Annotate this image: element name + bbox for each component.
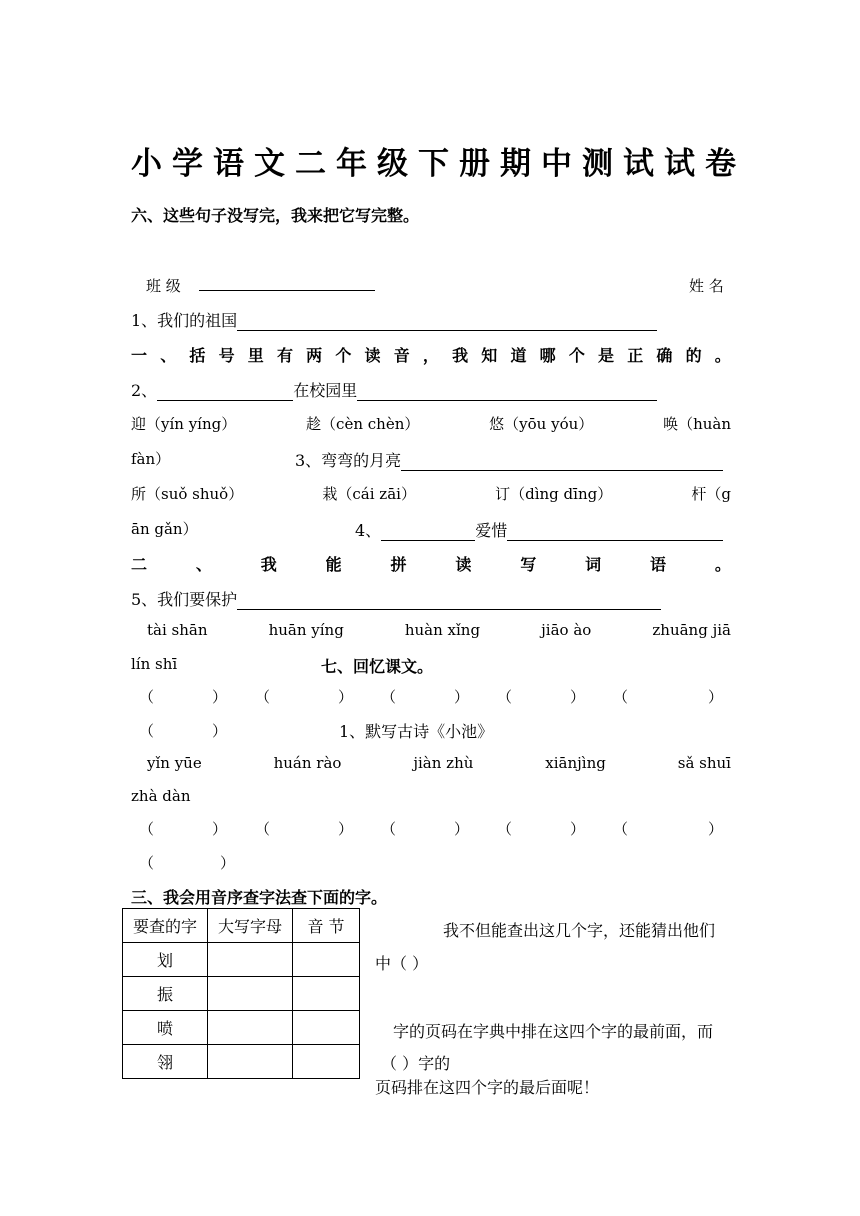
sentence-2 [131, 378, 657, 401]
section1-char: 我 [452, 346, 469, 365]
answer-paren[interactable]: （ ） [139, 722, 228, 740]
sentence-1-text: 1、我们的祖国 [131, 311, 238, 330]
section1-char: 确 [656, 346, 673, 365]
section1-char: 正 [627, 346, 644, 365]
class-label: 班 级 [146, 277, 181, 295]
sentence-5 [131, 587, 661, 610]
answer-row-2 [139, 818, 723, 839]
pinyin-row-a [147, 621, 731, 639]
table-char: 划 [123, 943, 208, 977]
name-label: 姓 名 [689, 277, 724, 295]
section2-char: 能 [325, 555, 342, 574]
section1-char: 一 [131, 346, 148, 365]
table-char: 翎 [123, 1045, 208, 1079]
section1-char: 个 [335, 346, 352, 365]
section1-char: 号 [218, 346, 235, 365]
pinyin-choice[interactable]: 栽（cái zāi） [322, 485, 416, 503]
answer-paren[interactable]: （ ） [496, 688, 585, 706]
poem-instruction: 1、默写古诗《小池》 [339, 722, 494, 741]
pinyin-choice[interactable]: 订（dìng dīng） [495, 485, 613, 503]
sentence-5-blank[interactable] [237, 593, 661, 610]
pinyin-choice-wrap: fàn） [131, 450, 171, 468]
section1-char: 道 [510, 346, 527, 365]
pinyin-word: zhà dàn [131, 787, 191, 805]
answer-paren[interactable]: （ ） [139, 688, 228, 706]
section1-char: 哪 [539, 346, 556, 365]
pinyin-choice-row-1 [131, 413, 731, 434]
section6-heading: 六、这些句子没写完，我来把它写完整。 [131, 206, 420, 225]
table-row [123, 977, 360, 1011]
sentence-4 [355, 518, 723, 541]
pinyin-word: zhuāng jiā [652, 621, 731, 639]
section2-char: 语 [650, 555, 667, 574]
section2-heading [131, 552, 731, 575]
section7-heading: 七、回忆课文。 [321, 657, 434, 676]
section1-char: 读 [364, 346, 381, 365]
sentence-2-text: 在校园里 [293, 381, 358, 400]
pinyin-choice[interactable]: 趁（cèn chèn） [306, 415, 420, 433]
lookup-table [122, 908, 360, 1079]
pinyin-word: jiàn zhù [413, 754, 474, 772]
answer-paren[interactable]: （ ） [612, 688, 723, 706]
pinyin-row-b [147, 754, 731, 772]
sentence-2-blank-a[interactable] [157, 384, 293, 401]
sentence-3-blank[interactable] [401, 454, 723, 471]
pinyin-word: jiāo ào [541, 621, 592, 639]
table-cell-letter[interactable] [208, 977, 293, 1011]
pinyin-word: lín shī [131, 655, 178, 673]
section2-char: 拼 [390, 555, 407, 574]
section1-char: 里 [247, 346, 264, 365]
guess-text-4: （ ）字的 [381, 1054, 451, 1073]
table-char: 振 [123, 977, 208, 1011]
pinyin-word: xiānjìng [545, 754, 606, 772]
section1-char: 括 [189, 346, 206, 365]
sentence-4-blank-a[interactable] [381, 524, 475, 541]
answer-paren[interactable]: （ ） [612, 820, 723, 838]
pinyin-choice[interactable]: 杆（g [691, 485, 731, 503]
pinyin-choice[interactable]: 悠（yōu yóu） [489, 415, 594, 433]
section1-char: 知 [481, 346, 498, 365]
section1-char: 。 [714, 346, 731, 365]
guess-text-2: 中（ ） [375, 954, 429, 973]
section2-char: 我 [260, 555, 277, 574]
pinyin-choice-wrap: ān gǎn） [131, 520, 198, 538]
answer-paren[interactable]: （ ） [254, 688, 354, 706]
pinyin-choice[interactable]: 唤（huàn [663, 415, 731, 433]
pinyin-word: yǐn yūe [147, 754, 202, 772]
table-cell-syllable[interactable] [293, 943, 360, 977]
section3-heading: 三、我会用音序查字法查下面的字。 [131, 888, 388, 907]
page-title: 小学语文二年级下册期中测试试卷 [131, 146, 746, 182]
table-header-row [123, 909, 360, 943]
section1-char: 个 [568, 346, 585, 365]
sentence-4-text: 爱惜 [475, 521, 508, 540]
section1-char: 、 [160, 346, 177, 365]
sentence-5-text: 5、我们要保护 [131, 590, 238, 609]
answer-paren[interactable]: （ ） [139, 854, 236, 872]
table-header: 音 节 [293, 909, 360, 943]
table-cell-syllable[interactable] [293, 977, 360, 1011]
pinyin-word: sǎ shuī [677, 754, 731, 772]
pinyin-choice[interactable]: 迎（yín yíng） [131, 415, 237, 433]
section2-char: 写 [520, 555, 537, 574]
section1-char: 的 [685, 346, 702, 365]
table-cell-letter[interactable] [208, 1045, 293, 1079]
pinyin-word: huán rào [273, 754, 342, 772]
table-cell-syllable[interactable] [293, 1045, 360, 1079]
section1-heading [131, 343, 731, 366]
section1-char: 音 [393, 346, 410, 365]
sentence-4-blank-b[interactable] [507, 524, 723, 541]
section2-char: 读 [455, 555, 472, 574]
pinyin-word: tài shān [147, 621, 208, 639]
pinyin-word: huān yíng [268, 621, 344, 639]
sentence-1-blank[interactable] [237, 314, 657, 331]
section1-char: 有 [276, 346, 293, 365]
section2-char: 词 [585, 555, 602, 574]
sentence-3-text: 3、弯弯的月亮 [295, 451, 402, 470]
pinyin-word: huàn xǐng [404, 621, 481, 639]
table-header: 大写字母 [208, 909, 293, 943]
answer-paren[interactable]: （ ） [254, 820, 354, 838]
guess-text-3: 字的页码在字典中排在这四个字的最前面，而 [393, 1022, 714, 1041]
section2-char: 。 [714, 555, 731, 574]
answer-paren[interactable]: （ ） [496, 820, 585, 838]
sentence-4-prefix: 4、 [355, 521, 382, 540]
table-row [123, 1011, 360, 1045]
table-cell-letter[interactable] [208, 943, 293, 977]
sentence-1 [131, 308, 657, 331]
answer-paren[interactable]: （ ） [380, 688, 469, 706]
pinyin-choice[interactable]: 所（suǒ shuǒ） [131, 485, 244, 503]
table-row [123, 1045, 360, 1079]
table-char: 喷 [123, 1011, 208, 1045]
section2-char: 、 [195, 555, 212, 574]
pinyin-choice-row-2 [131, 483, 731, 504]
table-cell-letter[interactable] [208, 1011, 293, 1045]
answer-paren[interactable]: （ ） [380, 820, 469, 838]
class-blank[interactable] [199, 274, 375, 291]
table-cell-syllable[interactable] [293, 1011, 360, 1045]
sentence-2-prefix: 2、 [131, 381, 158, 400]
answer-paren[interactable]: （ ） [139, 820, 228, 838]
guess-text-5: 页码排在这四个字的最后面呢！ [375, 1078, 600, 1097]
section1-char: 两 [306, 346, 323, 365]
guess-text-1: 我不但能查出这几个字，还能猜出他们 [443, 921, 716, 940]
sentence-3 [295, 448, 723, 471]
section1-char: ， [422, 346, 439, 365]
answer-row-1 [139, 686, 723, 707]
section2-char: 二 [131, 555, 148, 574]
table-row [123, 943, 360, 977]
sentence-2-blank-b[interactable] [357, 384, 657, 401]
section1-char: 是 [598, 346, 615, 365]
table-header: 要查的字 [123, 909, 208, 943]
